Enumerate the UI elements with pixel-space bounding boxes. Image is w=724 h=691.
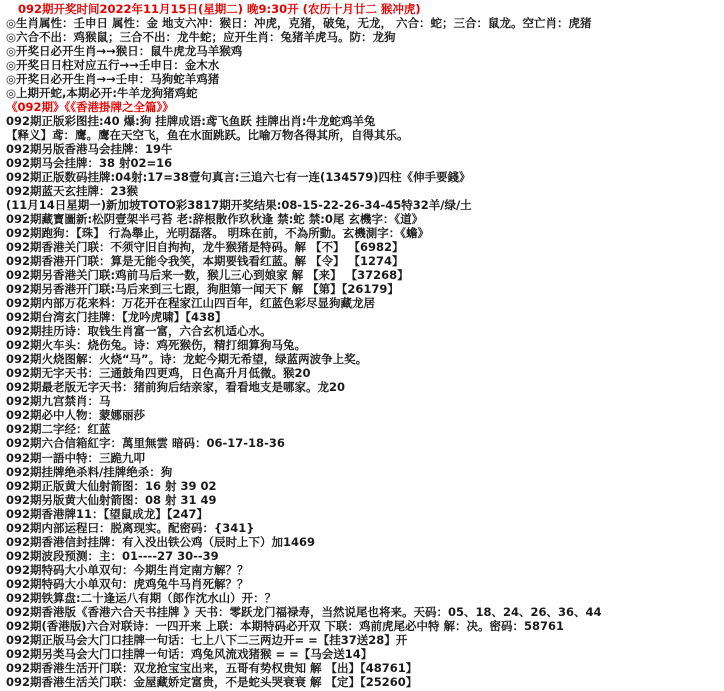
text-line-explanation: 【释义】鸢：鹰。鹰在天空飞，鱼在水面跳跃。比喻万物各得其所，自得其乐。: [6, 128, 409, 143]
text-line-zodiac-attributes: ◎生肖属性：壬申日 属性：金 地支六冲：猴日：冲虎，克猪，破兔，无龙， 六合：蛇；三合：鼠龙。空亡肖：虎猪: [6, 16, 592, 31]
text-line-must-open-renshen: ◎开奖日必开生肖→→壬申：马狗蛇羊鸡猪: [6, 72, 220, 87]
text-line-singapore-toto: (11月14日星期一)新加坡TOTO彩3817期开奖结果:08-15-22-26-34-45特32羊/绿/土: [6, 198, 472, 213]
text-line-internal-tips: 092期内部万花来料：万花开在程家江山四百年，红蓝色彩尽显狗藏龙居: [6, 296, 376, 311]
text-line-digital-board: 092期正版数码挂牌:04射:17=38壹句真言:三追六七有一连(134579)四柱《伸手要錢》: [6, 170, 471, 185]
text-line-wongtaisin-arrow: 092期正版黄大仙射箭图：16 射 39 02: [6, 478, 217, 493]
text-line-oldest-wordless-book: 092期最老版无字天书：猪前狗后结亲家，看看地支是哪家。龙20: [6, 380, 346, 395]
text-line-board-kill: 092期挂牌绝杀料/挂牌绝杀：狗: [6, 464, 173, 479]
text-line-gate-board-phrase: 092期正版马会大门口挂牌一句话：七上八下二三两边开= =【挂37送28】开: [6, 632, 408, 647]
text-line-wave-prediction: 092期波段预测：主：01----27 30--39: [6, 548, 219, 563]
draw-time-heading: 092期开奖时间2022年11月15日(星期二) 晚9:30开 (农历十月廿二 猴冲虎): [18, 2, 421, 16]
text-line-running-dog: 092期跑狗：【珠】 行為舉止，光明磊落。 明珠在前，不為所動。玄機測字：《蟾》: [6, 226, 430, 241]
text-line-one-phrase-special: 092期一語中特：三跪九叩: [6, 450, 146, 465]
text-line-last-period: ◎上期开蛇,本期必开:牛羊龙狗猪鸡蛇: [6, 86, 198, 101]
text-line-jiugong-forbidden: 092期九宫禁肖：马: [6, 394, 111, 409]
text-line-treasure-map: 092期藏寳圖新:松阴壹架半弓苔 老:辞根散作玖秋逢 禁:蛇 禁:0尾 玄機字：《道》: [6, 212, 424, 227]
text-line-fire-diagram: 092期火烧图解：火烧“马”。诗：龙蛇今期无希望，绿蓝两波争上奖。: [6, 352, 368, 367]
text-line-hk-opening-couplet: 092期香港开门联：算是无能令我笑，本期要钱看红蓝。解 【令】 【1274】: [6, 254, 404, 269]
text-line-internal-fortune: 092期内部运程曰：脱离现实。配密码：{341}: [6, 520, 255, 535]
text-line-iron-abacus: 092期铁算盘:二十逢运八有期（郎作沈水山）开：？: [6, 590, 277, 605]
text-line-life-closing-couplet: 092期香港生活关门联：金屋藏娇定富贵，不是蛇头哭衰衰 解 【定】【25260】: [6, 674, 418, 689]
text-line-alt-hk-opening-couplet: 092期另香港开门联:马后来到三七跟，狗胆第一闻天下 解 【第】【26179】: [6, 282, 399, 297]
text-line-hk-card: 092期香港牌11：【望鼠成龙】【247】: [6, 506, 209, 521]
text-line-calendar-poem: 092期挂历诗：取钱生肖富一富，六合玄机适心水。: [6, 324, 272, 339]
text-line-special-size-phrase-2: 092期特码大小单双句：虎鸡兔牛马肖死解？？: [6, 576, 249, 591]
text-line-must-hit-figure: 092期必中人物：蒙娜丽莎: [6, 408, 146, 423]
text-line-train-head: 092期火车头：烧伤兔。诗：鸡死猴伤，精打细算狗马兔。: [6, 338, 307, 353]
text-line-wordless-book: 092期无字天书：三通鼓角四更鸡，日色高升月低微。猴20: [6, 366, 311, 381]
text-line-life-opening-couplet: 092期香港生活开门联：双龙抢宝宝出来，五哥有势权贵知 解 【出】【48761】: [6, 660, 418, 675]
text-line-official-chart: 092期正版彩图挂:40 爆:狗 挂牌成语:鸢飞鱼跃 挂牌出肖:牛龙蛇鸡羊兔: [6, 114, 376, 129]
text-line-alt-hk-closing-couplet: 092期另香港关门联:鸡前马后来一数，猴儿三心到娘家 解 【来】 【37268】: [6, 268, 409, 283]
text-line-couplet-poem: 092期(香港版)六合对联诗：一四开来 上联：本期特码必开双 下联：鸡前虎尾必中特 解：决。密码：58761: [6, 618, 565, 633]
text-line-alt-hk-board: 092期另版香港马会挂牌：19牛: [6, 142, 173, 157]
text-line-must-open-monkey-day: ◎开奖日必开生肖→→猴日：鼠牛虎龙马羊猴鸡: [6, 44, 243, 59]
text-line-five-elements: ◎开奖日日柱对应五行→→壬申日：金木水: [6, 58, 220, 73]
text-line-special-size-phrase-1: 092期特码大小单双句：今期生肖定南方解？？: [6, 562, 249, 577]
text-line-alt-gate-board-phrase: 092期另类马会大门口挂牌一句话：鸡兔风流戏猪猴 = =【马会送14】: [6, 646, 373, 661]
text-line-heavenly-book: 092期香港版《香港六合天书挂牌 》天书：零跃龙门福禄寿，当然说尾也将来。天码：05、18、24、26、36、44: [6, 604, 602, 619]
text-line-two-word-classic: 092期二字经：红蓝: [6, 422, 111, 437]
text-line-alt-wongtaisin-arrow: 092期另版黄大仙射箭图：08 射 31 49: [6, 492, 217, 507]
text-line-hk-envelope-board: 092期香港信封挂牌：有入没出铁公鸡（辰时上下）加1469: [6, 534, 316, 549]
text-line-hk-closing-couplet: 092期香港关门联：不须守旧自拘拘，龙牛猴猪是特码。解 【不】 【6982】: [6, 240, 404, 255]
text-line-mailbox-red-words: 092期六合信箱紅字：萬里無雲 暗码：06-17-18-36: [6, 436, 285, 451]
text-line-taiwan-board: 092期台湾玄门挂牌：【龙吟虎啸】【438】: [6, 310, 227, 325]
text-line-liuhe-exclusions: ◎六合不出：鸡猴鼠；三合不出：龙牛蛇；应开生肖：兔猪羊虎马。防：龙狗: [6, 30, 396, 45]
text-line-jockey-club-board: 092期马会挂牌：38 射02=16: [6, 156, 173, 171]
section-title: 《092期》《《香港掛牌之全篇》》: [6, 100, 174, 115]
text-line-bluesky-board: 092期蓝天玄挂牌：23猴: [6, 184, 139, 199]
